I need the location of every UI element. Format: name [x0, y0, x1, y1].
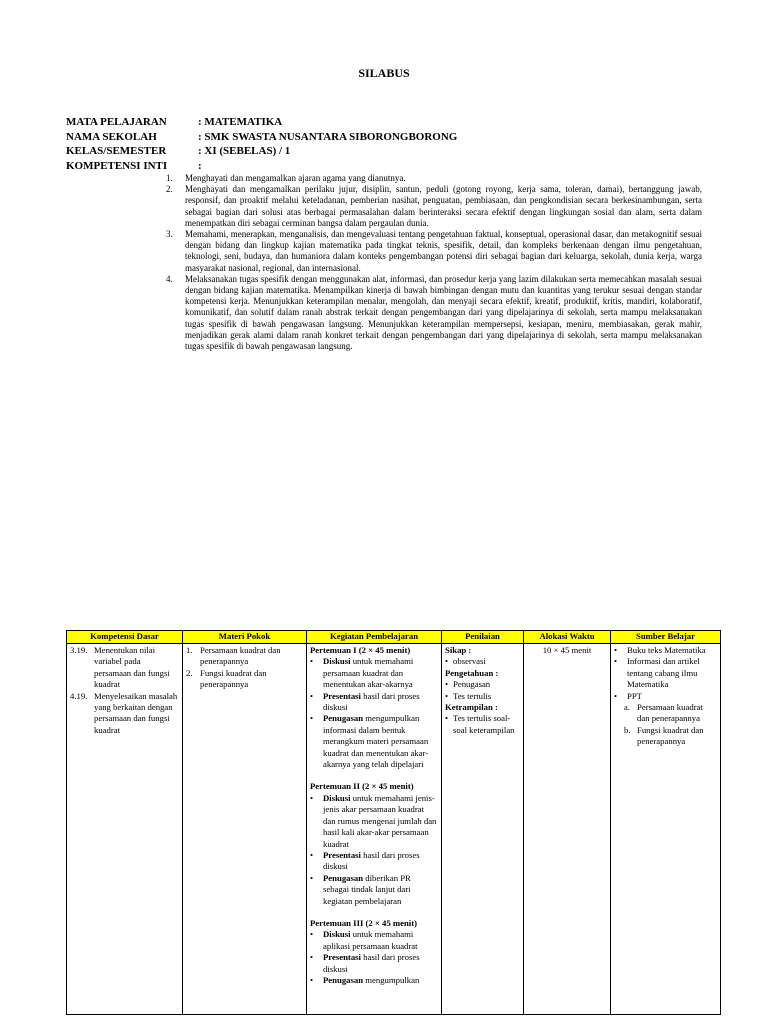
item-number: 1. [186, 645, 193, 655]
bullet-icon: • [445, 656, 449, 667]
syllabus-table [66, 630, 721, 1015]
bullet-icon: • [445, 690, 449, 701]
bullet-icon: • [445, 713, 449, 724]
activity-text: mengumpulkan informasi dalam bentuk merangkum materi persamaan kuadrat dan menentukan akar-akarnya yang telah dipelajari [323, 713, 429, 770]
meta-label: KOMPETENSI INTI [66, 159, 168, 172]
sub-item-text: Fungsi kuadrat dan penerapannya [637, 724, 704, 747]
bullet-icon: • [310, 872, 314, 883]
item-text: Menghayati dan mengamalkan perilaku jujur, disiplin, santun, peduli (gotong royong, kerja sama, toleran, damai), bertanggung jawab, responsif, dan proaktif melalui keteladanan, pemberian nasihat, penguatan, pembiasaan, dan pengkondisian secara berkesinambungan, serta sebagai bagian dari solusi atas berbagai permasalahan dalam berinteraksi secara efektif dengan lingkungan sosial dan alam, serta dalam menempatkan diri sebagai cerminan bangsa dalam pergaulan dunia. [185, 184, 702, 228]
item-text: Menentukan nilai variabel pada persamaan dan fungsi kuadrat [94, 645, 170, 690]
activity-text: untuk memahami persamaan kuadrat dan menentukan akar-akarnya [323, 656, 414, 690]
meta-row-core-competence [66, 159, 457, 174]
column-header-penilaian: Penilaian [442, 631, 524, 644]
column-header-kegiatan: Kegiatan Pembelajaran [307, 631, 442, 644]
item-number: 3. [166, 229, 173, 240]
sub-list-item [614, 725, 717, 748]
activity-text: hasil dari proses diskusi [323, 690, 420, 713]
table-header-row [67, 631, 721, 644]
list-item [166, 173, 702, 184]
list-item [166, 274, 702, 352]
cell-penilaian [442, 644, 524, 1015]
document-title: SILABUS [358, 66, 410, 80]
list-item [614, 645, 717, 656]
meta-row-school [66, 130, 457, 145]
bullet-icon: • [614, 656, 618, 667]
item-text: Fungsi kuadrat dan penerapannya [200, 667, 267, 690]
item-number: 3.19. [70, 645, 88, 655]
meta-value: : XI (SEBELAS) / 1 [198, 145, 291, 157]
list-item [186, 668, 303, 691]
source-text: PPT [627, 690, 642, 701]
meta-label: NAMA SEKOLAH [66, 130, 157, 143]
list-item [310, 850, 438, 873]
session-title: Pertemuan II (2 × 45 menit) [310, 781, 414, 792]
source-text: Informasi dan artikel tentang cabang ilmu Matematika [627, 656, 700, 690]
assessment-item: observasi [453, 656, 486, 667]
table-row [67, 644, 721, 1015]
bullet-icon: • [310, 690, 314, 701]
assessment-item: Tes tertulis [453, 690, 492, 701]
list-item [166, 229, 702, 274]
sub-list-item [614, 702, 717, 725]
activity-label: Presentasi [323, 952, 361, 963]
cell-kompetensi-dasar [67, 644, 183, 1015]
activity-text: diberikan PR sebagai tindak lanjut dari kegiatan pembelajaran [323, 872, 411, 906]
list-item [445, 679, 520, 690]
item-text: Melaksanakan tugas spesifik dengan menggunakan alat, informasi, dan prosedur kerja yang lazim dilakukan serta memecahkan masalah sesuai dengan bidang kajian matematika. Menampilkan kinerja di bawah bimbingan dengan mutu dan kuantitas yang terukur sesuai dengan standar kompetensi kerja. Menunjukkan keterampilan menalar, mengolah, dan menyaji secara efektif, kreatif, produktif, kritis, mandiri, kolaboratif, komunikatif, dan solutif dalam ranah abstrak terkait dengan pengembangan dari yang dipelajarinya di sekolah, serta mampu melaksanakan tugas spesifik di bawah pengawasan langsung. Menunjukkan keterampilan mempersepsi, kesiapan, meniru, membiasakan, gerak mahir, menjadikan gerak alami dalam ranah konkret terkait dengan pengembangan dari yang dipelajarinya di sekolah, serta mampu melaksanakan tugas spesifik di bawah pengawasan langsung. [185, 273, 702, 352]
list-item [186, 645, 303, 668]
bullet-icon: • [614, 645, 618, 655]
item-text: Menghayati dan mengamalkan ajaran agama yang dianutnya. [185, 173, 406, 183]
item-text: Memahami, menerapkan, menganalisis, dan mengevaluasi tentang pengetahuan faktual, konseptual, operasional dasar, dan metakognitif sesuai dengan bidang dan lingkup kajian matematika pada tingkat teknis, spesifik, detail, dan kompleks berkenaan dengan ilmu pengetahuan, teknologi, seni, budaya, dan humaniora dalam konteks pengembangan potensi diri sebagai bagian dari keluarga, sekolah, dunia kerja, warga masyarakat nasional, regional, dan internasional. [185, 229, 702, 273]
list-item [310, 793, 438, 850]
bullet-icon: • [614, 690, 618, 701]
item-text: Persamaan kuadrat dan penerapannya [200, 645, 281, 667]
bullet-icon: • [310, 974, 314, 985]
meta-row-subject [66, 115, 457, 130]
item-number: 2. [186, 667, 193, 678]
activity-label: Diskusi [323, 792, 351, 803]
item-number: 1. [166, 173, 173, 183]
list-item [310, 656, 438, 690]
column-header-alokasi-waktu: Alokasi Waktu [524, 631, 611, 644]
list-item [445, 691, 520, 702]
header-info [66, 115, 457, 173]
activity-label: Presentasi [323, 690, 361, 701]
activity-label: Penugasan [323, 713, 364, 724]
bullet-icon: • [310, 849, 314, 860]
list-item [310, 929, 438, 952]
list-item [614, 656, 717, 690]
meta-label: KELAS/SEMESTER [66, 145, 167, 157]
list-item [70, 645, 179, 691]
list-item [310, 873, 438, 907]
sub-item-text: Persamaan kuadrat dan penerapannya [637, 702, 703, 724]
list-item [445, 713, 520, 736]
bullet-icon: • [310, 792, 314, 803]
session-title: Pertemuan I (2 × 45 menit) [310, 645, 411, 655]
activity-text: hasil dari proses diskusi [323, 849, 420, 872]
activity-label: Presentasi [323, 849, 361, 860]
item-text: Menyelesaikan masalah yang berkaitan dengan persamaan dan fungsi kuadrat [94, 690, 178, 735]
assessment-item: Tes tertulis soal-soal keterampilan [453, 713, 515, 735]
activity-text: mengumpulkan [363, 974, 420, 985]
bullet-icon: • [310, 713, 314, 724]
bullet-icon: • [310, 929, 314, 940]
cell-alokasi-waktu: 10 × 45 menit [524, 644, 611, 1015]
column-header-kompetensi-dasar: Kompetensi Dasar [67, 631, 183, 644]
activity-label: Penugasan [323, 872, 364, 883]
assessment-item: Penugasan [453, 679, 491, 690]
column-header-sumber-belajar: Sumber Belajar [611, 631, 721, 644]
activity-text: untuk memahami jenis-jenis akar persamaan kuadrat dan rumus mengenai jumlah dan hasil kali akar-akar persamaan kuadrat [323, 792, 437, 849]
activity-text: untuk memahami aplikasi persamaan kuadrat [323, 929, 418, 951]
assessment-heading: Pengetahuan : [445, 667, 499, 678]
list-item [166, 184, 702, 229]
cell-kegiatan-pembelajaran [307, 644, 442, 1015]
list-item [70, 691, 179, 737]
meta-value: : [198, 159, 202, 172]
core-competence-list [166, 173, 702, 352]
meta-row-class [66, 144, 457, 159]
list-item [310, 952, 438, 975]
activity-text: hasil dari proses diskusi [323, 952, 420, 974]
assessment-heading: Ketrampilan : [445, 702, 498, 713]
item-number: 4. [166, 273, 173, 284]
list-item [310, 691, 438, 714]
item-number: 4.19. [70, 690, 88, 701]
cell-materi-pokok [183, 644, 307, 1015]
source-text: Buku teks Matematika [627, 645, 706, 655]
bullet-icon: • [310, 952, 314, 963]
activity-label: Penugasan [323, 974, 364, 985]
list-item [614, 691, 717, 702]
item-number: 2. [166, 184, 173, 195]
meta-value: : SMK SWASTA NUSANTARA SIBORONGBORONG [198, 130, 458, 143]
bullet-icon: • [445, 679, 449, 690]
column-header-materi-pokok: Materi Pokok [183, 631, 307, 644]
activity-label: Diskusi [323, 929, 351, 940]
activity-label: Diskusi [323, 656, 351, 667]
assessment-heading: Sikap : [445, 645, 472, 655]
meta-label: MATA PELAJARAN [66, 116, 167, 128]
meta-value: : MATEMATIKA [198, 116, 283, 128]
sub-item-label: a. [624, 702, 631, 713]
list-item [310, 975, 438, 986]
list-item [310, 713, 438, 770]
list-item [445, 656, 520, 667]
sub-item-label: b. [624, 724, 631, 735]
cell-sumber-belajar [611, 644, 721, 1015]
bullet-icon: • [310, 656, 314, 667]
session-title: Pertemuan III (2 × 45 menit) [310, 917, 418, 928]
